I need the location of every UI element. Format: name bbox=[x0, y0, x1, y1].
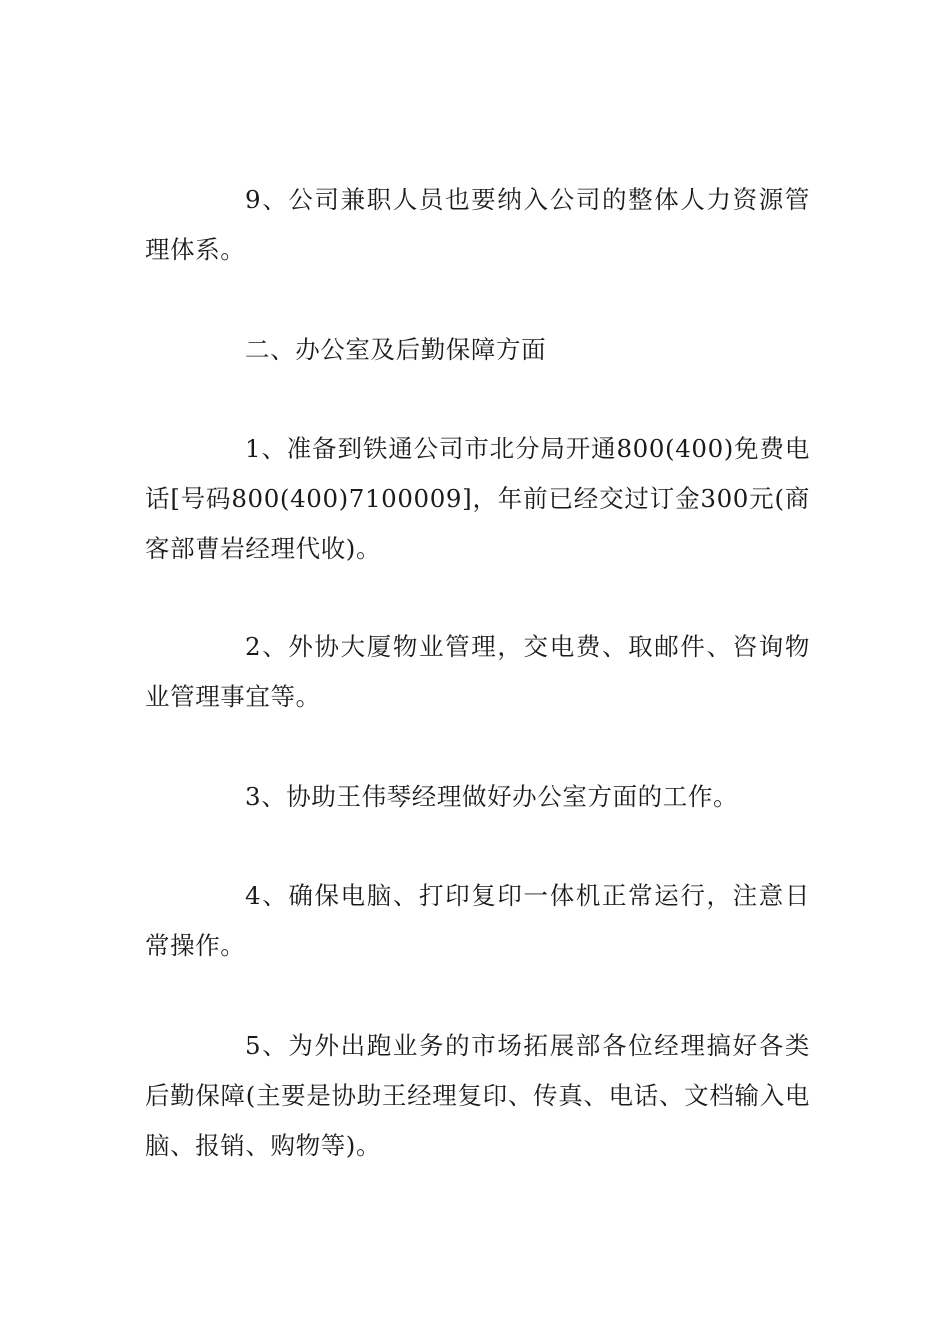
section-heading-office-logistics: 二、办公室及后勤保障方面 bbox=[245, 335, 547, 364]
paragraph-item-3: 3、协助王伟琴经理做好办公室方面的工作。 bbox=[245, 782, 739, 811]
paragraph-item-5: 5、为外出跑业务的市场拓展部各位经理搞好各类后勤保障(主要是协助王经理复印、传真、电话、文档输入电脑、报销、购物等)。 bbox=[145, 1031, 810, 1160]
paragraph-item-9: 9、公司兼职人员也要纳入公司的整体人力资源管理体系。 bbox=[145, 185, 810, 264]
paragraph-item-1: 1、准备到铁通公司市北分局开通800(400)免费电话[号码800(400)7100009]，年前已经交过订金300元(商客部曹岩经理代收)。 bbox=[145, 434, 811, 563]
paragraph-item-2: 2、外协大厦物业管理，交电费、取邮件、咨询物业管理事宜等。 bbox=[145, 632, 810, 711]
paragraph-item-4: 4、确保电脑、打印复印一体机正常运行，注意日常操作。 bbox=[145, 881, 810, 960]
